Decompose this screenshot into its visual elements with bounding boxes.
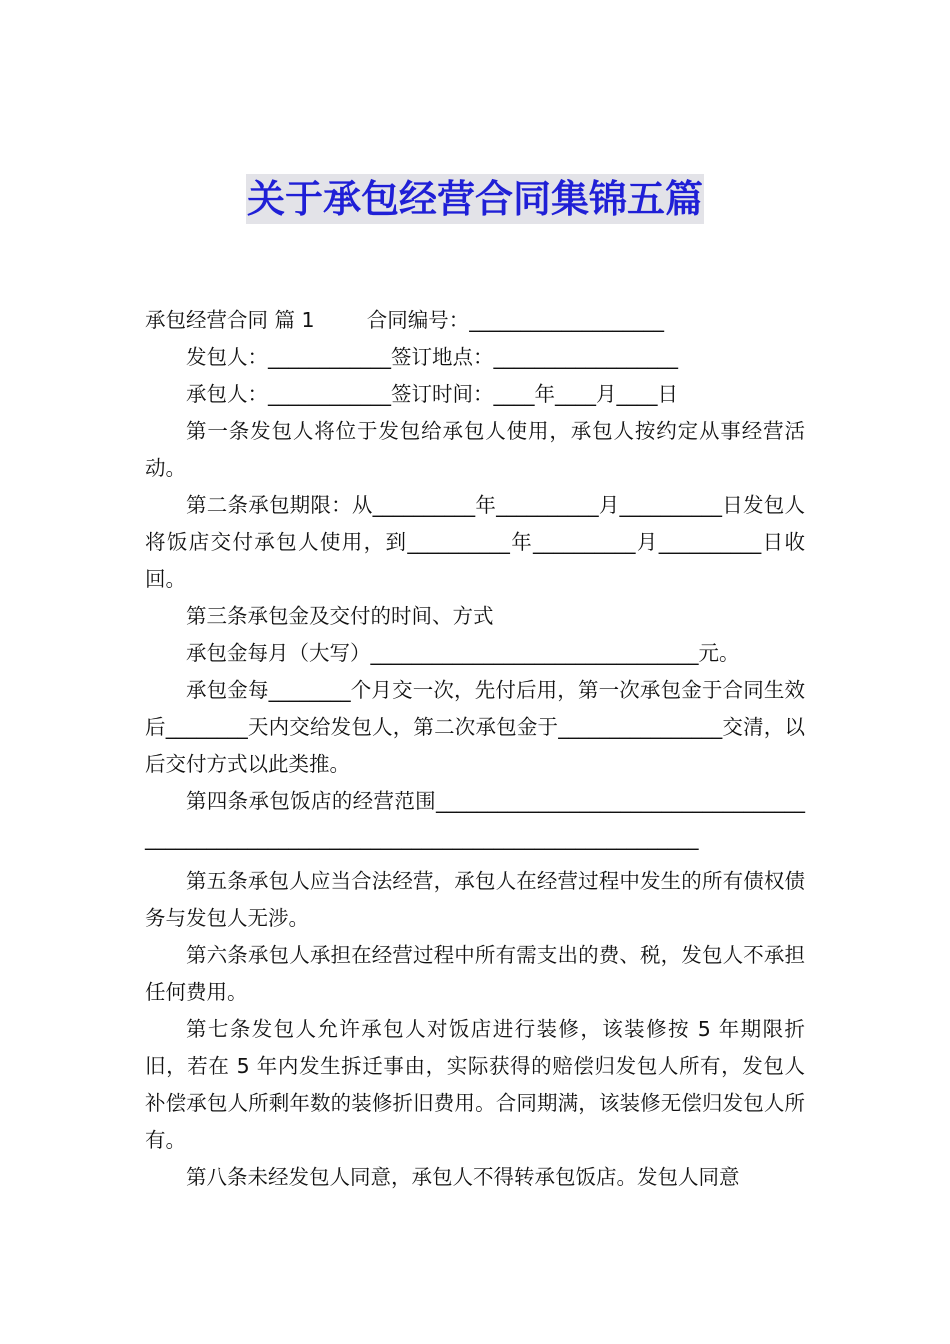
paragraph-11: 第六条承包人承担在经营过程中所有需支出的费、税，发包人不承担任何费用。 [145,943,805,1004]
title-area [0,174,950,224]
paragraph-2: 发包人：____________签订地点：__________________ [186,345,678,369]
document-body [145,302,805,1196]
paragraph-5: 第二条承包期限：从__________年__________月__________日发包人将饭店交付承包人使用，到__________年__________月__________日收回。 [145,493,805,591]
paragraph-8: 承包金每________个月交一次，先付后用，第一次承包金于合同生效后________天内交给发包人，第二次承包金于________________交清，以后交付方式以此类推。 [145,678,805,776]
paragraph-6: 第三条承包金及交付的时间、方式 [186,604,494,628]
paragraph-3: 承包人：____________签订时间：____年____月____日 [186,382,678,406]
paragraph-9: 第四条承包饭店的经营范围__________________________________________________________________________________________ [145,789,805,850]
document-title: 关于承包经营合同集锦五篇 [246,174,704,224]
paragraph-13: 第八条未经发包人同意，承包人不得转承包饭店。发包人同意 [186,1165,740,1189]
paragraph-7: 承包金每月（大写）________________________________元。 [186,641,740,665]
paragraph-10: 第五条承包人应当合法经营，承包人在经营过程中发生的所有债权债务与发包人无涉。 [145,869,805,930]
paragraph-4: 第一条发包人将位于发包给承包人使用，承包人按约定从事经营活动。 [145,419,805,480]
paragraph-1: 承包经营合同 篇 1 合同编号：___________________ [145,308,664,332]
paragraph-12: 第七条发包人允许承包人对饭店进行装修，该装修按 5 年期限折旧，若在 5 年内发生拆迁事由，实际获得的赔偿归发包人所有，发包人补偿承包人所剩年数的装修折旧费用。合同期满，该装修无偿归发包人所有。 [145,1017,805,1152]
